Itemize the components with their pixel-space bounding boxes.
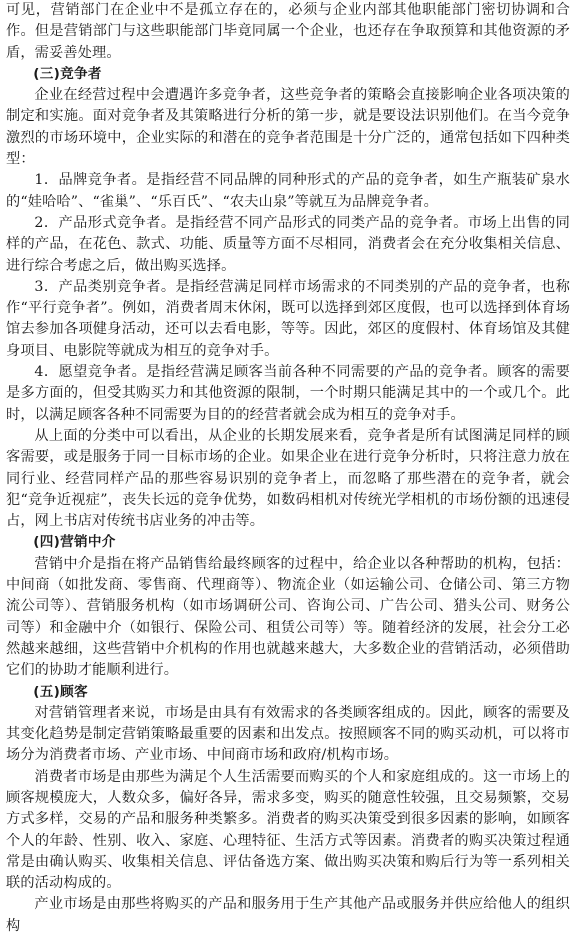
paragraph-industrial-market: 产业市场是由那些将购买的产品和服务用于生产其他产品或服务并供应给他人的组织构 — [6, 896, 570, 934]
section-heading-marketing-intermediaries: (四)营销中介 — [33, 534, 116, 551]
paragraph-customers-intro: 对营销管理者来说，市场是由具有有效需求的各类顾客组成的。因此，顾客的需要及其变化趋势是制定营销策略最重要的因素和出发点。按照顾客不同的购买动机，可以将市场分为消费者市场、产业市场、中间商市场和政府/机构市场。 — [6, 704, 570, 764]
paragraph-1: 可见，营销部门在企业中不是孤立存在的，必须与企业内部其他职能部门密切协调和合作。但是营销部门与这些职能部门毕竟同属一个企业，也还存在争取预算和其他资源的矛盾，需妥善处理。 — [6, 2, 570, 61]
paragraph-desire-competitors: 4．愿望竞争者。是指经营满足顾客当前各种不同需要的产品的竞争者。顾客的需要是多方面的，但受其购买力和其他资源的限制，一个时期只能满足其中的一个或几个。此时，以满足顾客各种不同需要为目的的经营者就会成为相互的竞争对手。 — [6, 364, 570, 423]
paragraph-consumer-market: 消费者市场是由那些为满足个人生活需要而购买的个人和家庭组成的。这一市场上的顾客规模庞大，人数众多，偏好各异，需求多变，购买的随意性较强，且交易频繁，交易方式多样，交易的产品和服务种类繁多。消费者的购买决策受到很多因素的影响，如顾客个人的年龄、性别、收入、家庭、心理特征、生活方式等因素。消费者的购买决策过程通常是由确认购买、收集相关信息、评估备选方案、做出购买决策和购后行为等一系列相关联的活动构成的。 — [6, 768, 570, 892]
paragraph-competition-summary: 从上面的分类中可以看出，从企业的长期发展来看，竞争者是所有试图满足同样的顾客需要，或是服务于同一目标市场的企业。如果企业在进行竞争分析时，只将注意力放在同行业、经营同样产品的那些容易识别的竞争者上，而忽略了那些潜在的竞争者，就会犯“竞争近视症”，丧失长远的竞争优势，如数码相机对传统光学相机的市场份额的迅速侵占，网上书店对传统书店业务的冲击等。 — [6, 427, 570, 530]
paragraph-competitors-intro: 企业在经营过程中会遭遇许多竞争者，这些竞争者的策略会直接影响企业各项决策的制定和实施。面对竞争者及其策略进行分析的第一步，就是要设法识别他们。在当今竞争激烈的市场环境中，企业实际的和潜在的竞争者范围是十分广泛的，通常包括如下四种类型： — [6, 87, 570, 168]
paragraph-product-form-competitors: 2．产品形式竞争者。是指经营不同产品形式的同类产品的竞争者。市场上出售的同样的产品，在花色、款式、功能、质量等方面不尽相同，消费者会在充分收集相关信息、进行综合考虑之后，做出购买选择。 — [6, 214, 570, 274]
paragraph-brand-competitors: 1．品牌竞争者。是指经营不同品牌的同种形式的产品的竞争者，如生产瓶装矿泉水的“娃哈哈”、“雀巢”、“乐百氏”、“农夫山泉”等就互为品牌竞争者。 — [6, 172, 570, 210]
section-heading-competitors: (三)竞争者 — [33, 65, 102, 82]
section-heading-customers: (五)顾客 — [33, 683, 88, 700]
paragraph-product-category-competitors: 3．产品类别竞争者。是指经营满足同样市场需求的不同类别的产品的竞争者，也称作“平行竞争者”。例如，消费者周末休闲，既可以选择到郊区度假，也可以选择到体育场馆去参加各项健身活动，还可以去看电影，等等。因此，郊区的度假村、体育场馆及其健身项目、电影院等就成为相互的竞争对手。 — [6, 278, 570, 359]
paragraph-marketing-intermediaries: 营销中介是指在将产品销售给最终顾客的过程中，给企业以各种帮助的机构，包括：中间商（如批发商、零售商、代理商等）、物流企业（如运输公司、仓储公司、第三方物流公司等）、营销服务机构（如市场调研公司、咨询公司、广告公司、猎头公司、财务公司等）和金融中介（如银行、保险公司、租赁公司等）等。随着经济的发展，社会分工必然越来越细，这些营销中介机构的作用也就越来越大，大多数企业的营销活动，必须借助它们的协助才能顺利进行。 — [6, 555, 570, 679]
